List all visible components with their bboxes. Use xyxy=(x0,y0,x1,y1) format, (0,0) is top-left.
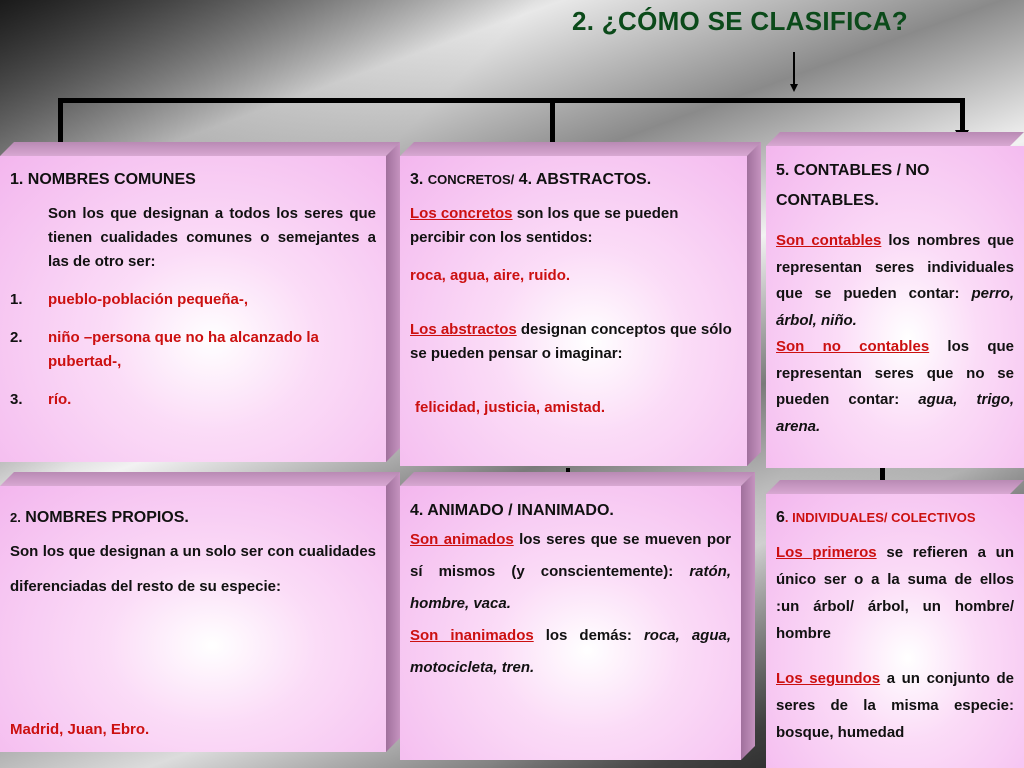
segundos-definition: Los segundos a un conjunto de seres de la misma especie: bosque, humedad xyxy=(776,670,1014,741)
box-nombres-comunes xyxy=(0,142,400,462)
box-heading: 3. CONCRETOS/ 4. ABSTRACTOS. xyxy=(410,171,652,188)
abstractos-definition: Los abstractos designan conceptos que sólo se pueden pensar o imaginar: xyxy=(410,321,732,362)
animados-definition: Son animados los seres que se mueven por sí mismos (y conscientemente): ratón, hombre, vaca. xyxy=(410,531,731,612)
box-description: Son los que designan a todos los seres que tienen cualidades comunes o semejantes a las de otro ser: xyxy=(48,205,376,270)
box-heading: 5. CONTABLES / NO CONTABLES. xyxy=(776,162,930,209)
nocontables-definition: Son no contables los que representan seres que no se pueden contar: agua, trigo, arena. xyxy=(776,338,1014,435)
connector-line xyxy=(60,98,965,103)
box-heading: 2. NOMBRES PROPIOS. xyxy=(10,509,189,526)
contables-definition: Son contables los nombres que representan seres individuales que se pueden contar: perro, árbol, niño. xyxy=(776,232,1014,329)
connector-line xyxy=(550,98,555,144)
example-text: felicidad, justicia, amistad. xyxy=(415,399,606,416)
list-item: 1. pueblo-población pequeña-, xyxy=(10,291,248,308)
box-nombres-propios xyxy=(0,472,400,752)
connector-line xyxy=(960,98,965,130)
box-contables xyxy=(766,132,1024,468)
page-title: 2. ¿CÓMO SE CLASIFICA? xyxy=(572,6,908,36)
box-animado-inanimado xyxy=(400,472,755,760)
inanimados-definition: Son inanimados los demás: roca, agua, motocicleta, tren. xyxy=(410,627,731,676)
box-heading: 6. INDIVIDUALES/ COLECTIVOS xyxy=(776,509,976,526)
box-individuales-colectivos xyxy=(766,480,1024,768)
connector-line xyxy=(793,52,795,84)
example-text: roca, agua, aire, ruido. xyxy=(410,267,571,284)
box-heading: 4. ANIMADO / INANIMADO. xyxy=(410,502,614,519)
concretos-definition: Los concretos son los que se pueden percibir con los sentidos: xyxy=(410,205,679,246)
box-heading: 1. NOMBRES COMUNES xyxy=(10,171,196,188)
example-text: Madrid, Juan, Ebro. xyxy=(10,721,150,738)
list-item: 2. niño –persona que no ha alcanzado la pubertad-, xyxy=(10,329,319,370)
list-item: 3. río. xyxy=(10,391,72,408)
primeros-definition: Los primeros se refieren a un único ser o a la suma de ellos :un árbol/ árbol, un hombre/ hombre xyxy=(776,544,1014,642)
arrow-down-icon xyxy=(790,84,798,92)
box-description: Son los que designan a un solo ser con cualidades diferenciadas del resto de su especie: xyxy=(10,543,376,595)
example-list xyxy=(10,288,376,412)
connector-line xyxy=(58,98,63,144)
box-concretos-abstractos xyxy=(400,142,761,466)
